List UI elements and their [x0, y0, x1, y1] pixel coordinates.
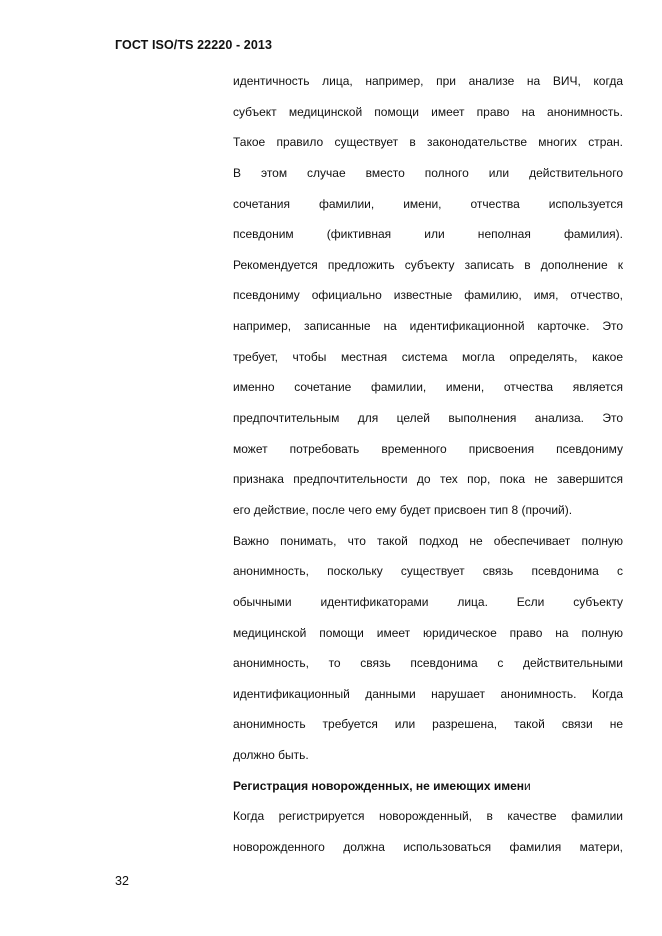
text-line: Рекомендуется предложить субъекту записать в дополнение к — [233, 257, 623, 272]
section-heading — [233, 771, 623, 802]
body-text — [233, 66, 623, 863]
document-header: ГОСТ ISO/TS 22220 - 2013 — [115, 38, 272, 52]
text-line: Важно понимать, что такой подход не обеспечивает полную — [233, 533, 623, 548]
text-line: анонимность, то связь псевдонима с действительными — [233, 656, 623, 671]
text-line: сочетания фамилии, имени, отчества используется — [233, 196, 623, 211]
text-line: анонимность, поскольку существует связь псевдонима с — [233, 564, 623, 579]
text-line: псевдониму официально известные фамилию, имя, отчество, — [233, 288, 623, 303]
text-line: должно быть. — [233, 748, 309, 763]
text-line: предпочтительным для целей выполнения анализа. Это — [233, 411, 623, 426]
text-line: идентификационный данными нарушает анонимность. Когда — [233, 686, 623, 701]
text-line: медицинской помощи имеет юридическое право на полную — [233, 625, 623, 640]
paragraph-anonymity-warning — [233, 526, 623, 771]
text-line: требует, чтобы местная система могла определять, какое — [233, 349, 623, 364]
text-line: обычными идентификаторами лица. Если субъекту — [233, 594, 623, 609]
text-line: новорожденного должна использоваться фамилия матери, — [233, 840, 623, 855]
text-line: признака предпочтительности до тех пор, пока не завершится — [233, 472, 623, 487]
text-line: может потребовать временного присвоения псевдониму — [233, 441, 623, 456]
text-line: В этом случае вместо полного или действительного — [233, 165, 623, 180]
text-line: субъект медицинской помощи имеет право на анонимность. — [233, 104, 623, 119]
heading-tail-text: и — [524, 778, 531, 793]
heading-bold-text: Регистрация новорожденных, не имеющих имен — [233, 778, 525, 793]
text-line: Когда регистрируется новорожденный, в качестве фамилии — [233, 809, 623, 824]
text-line: псевдоним (фиктивная или неполная фамилия). — [233, 227, 623, 242]
text-line: идентичность лица, например, при анализе на ВИЧ, когда — [233, 74, 623, 88]
paragraph-anonymity — [233, 66, 623, 526]
paragraph-newborn — [233, 801, 623, 862]
text-line: именно сочетание фамилии, имени, отчества является — [233, 380, 623, 395]
text-line: анонимность требуется или разрешена, такой связи не — [233, 717, 623, 732]
text-line: Такое правило существует в законодательстве многих стран. — [233, 135, 623, 150]
page-number: 32 — [115, 874, 129, 888]
text-line: например, записанные на идентификационной карточке. Это — [233, 319, 623, 334]
text-line: его действие, после чего ему будет присвоен тип 8 (прочий). — [233, 502, 573, 517]
